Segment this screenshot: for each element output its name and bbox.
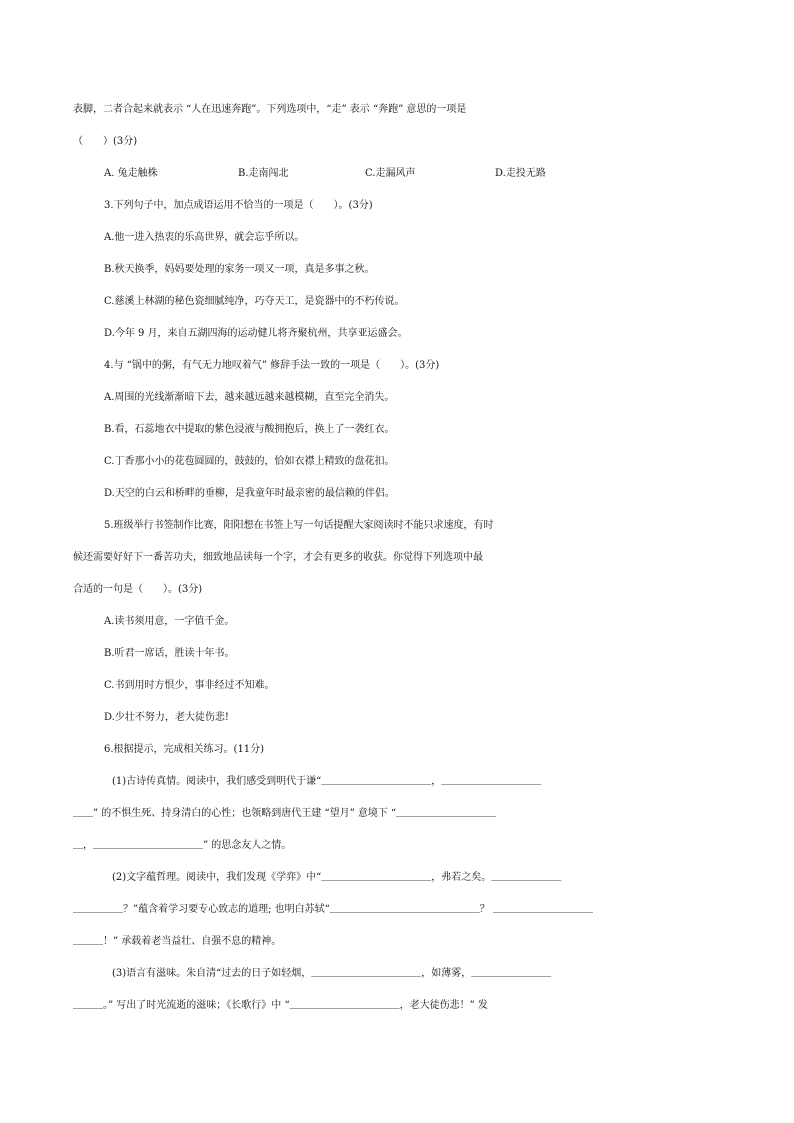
q5-stem-line-2: 候还需要好好下一番苦功夫，细致地品读每一个字，才会有更多的收获。你觉得下列选项中最 [73,552,483,563]
q5-stem-line-1: 5.班级举行书签制作比赛，阳阳想在书签上写一句话提醒大家阅读时不能只求速度，有时 [104,520,494,531]
q6-part3-line-1: (3)语言有滋味。朱自清“过去的日子如轻烟，＿＿＿＿＿＿＿＿＿＿＿，如薄雾，＿＿＿＿＿＿＿＿ [112,968,552,979]
q6-part1-line-1: (1)古诗传真情。阅读中，我们感受到明代于谦“＿＿＿＿＿＿＿＿＿＿＿，＿＿＿＿＿＿＿＿＿＿ [112,776,542,787]
q2-option-a: A. 兔走触株 [104,168,158,179]
q6-part2-line-3: ＿＿＿！” 承载着老当益壮、自强不息的精神。 [73,936,282,947]
q6-stem: 6.根据提示，完成相关练习。(11分) [104,744,265,755]
q4-option-c: C.丁香那小小的花苞圆圆的，鼓鼓的，恰如衣襟上精致的盘花扣。 [104,456,395,467]
q6-part1-line-2: ＿＿” 的不惧生死、持身清白的心性；也领略到唐代王建 “望月” 意境下 “＿＿＿＿＿＿＿＿＿＿ [73,808,497,819]
q4-option-a: A.周围的光线渐渐暗下去，越来越远越来越模糊，直至完全消失。 [104,392,395,403]
q2-stem-line-2: （ ）(3分) [73,136,138,147]
q4-option-d: D.天空的白云和桥畔的垂柳，是我童年时最亲密的最信赖的伴侣。 [104,488,395,499]
q6-part1-line-3: ＿，＿＿＿＿＿＿＿＿＿＿＿” 的思念友人之情。 [73,840,292,851]
q5-stem-line-3: 合适的一句是（ ）。(3分) [73,584,203,595]
q6-part3-line-2: ＿＿＿。” 写出了时光流逝的滋味；《长歌行》中 “＿＿＿＿＿＿＿＿＿＿＿，老大徒伤悲！” 发 [73,1000,488,1011]
q2-option-d: D.走投无路 [495,168,546,179]
q2-option-c: C.走漏风声 [365,168,416,179]
q3-option-a: A.他一进入热衷的乐高世界，就会忘乎所以。 [104,232,305,243]
q2-stem-line-1: 表脚，二者合起来就表示 “人在迅速奔跑”。下列选项中，“走” 表示 “奔跑” 意思的一项是 [73,104,467,115]
q6-part2-line-1: (2)文字蕴哲理。阅读中，我们发现《学弈》中“＿＿＿＿＿＿＿＿＿＿＿，弗若之矣。＿＿＿＿＿＿＿ [112,872,562,883]
q3-option-d: D.今年 9 月，来自五湖四海的运动健儿将齐聚杭州，共享亚运盛会。 [104,328,408,339]
q5-option-d: D.少壮不努力，老大徒伤悲! [104,712,229,723]
q6-part2-line-2: ＿＿＿＿＿？”蕴含着学习要专心致志的道理; 也明白苏轼“＿＿＿＿＿＿＿＿＿＿＿＿＿＿＿？ ＿＿＿＿＿＿＿＿＿＿ [73,904,593,915]
q3-option-b: B.秋天换季，妈妈要处理的家务一项又一项，真是多事之秋。 [104,264,375,275]
q3-stem: 3.下列句子中，加点成语运用不恰当的一项是（ ）。(3分) [104,200,373,211]
q2-option-b: B.走南闯北 [238,168,289,179]
q4-stem: 4.与 “锅中的粥，有气无力地叹着气” 修辞手法一致的一项是（ ）。(3分) [104,360,440,371]
q2-options [104,164,794,184]
q5-option-a: A.读书须用意，一字值千金。 [104,616,235,627]
q3-option-c: C.慈溪上林湖的秘色瓷细腻纯净，巧夺天工，是瓷器中的不朽传说。 [104,296,405,307]
q5-option-b: B.听君一席话，胜读十年书。 [104,648,235,659]
q4-option-b: B.看，石蕊地衣中提取的紫色浸液与酸拥抱后，换上了一袭红衣。 [104,424,395,435]
q5-option-c: C.书到用时方恨少，事非经过不知难。 [104,680,275,691]
